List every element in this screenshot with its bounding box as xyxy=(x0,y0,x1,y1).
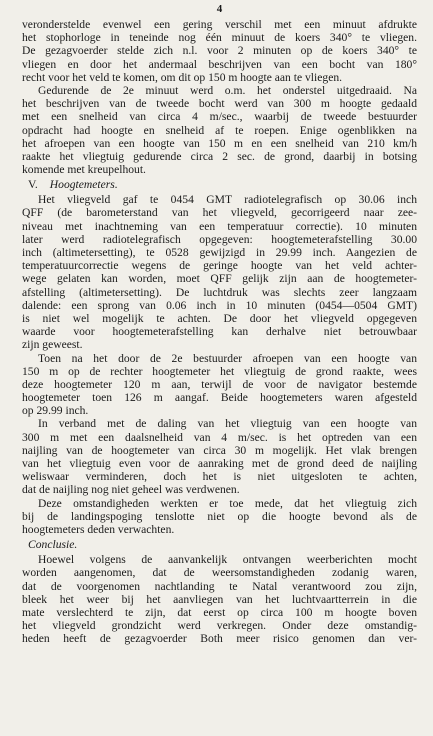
text-line: waarde voor hoogtemeterafstelling kan derhalve niet betrouwbaar xyxy=(22,325,417,339)
text-line: zijn geweest. xyxy=(22,338,83,352)
text-line: Hoewel volgens de aanvankelijk ontvangen weerberichten mocht xyxy=(38,553,417,567)
text-line: dat de naijling nog niet geheel was verdwenen. xyxy=(22,483,240,497)
text-line: weliswaar verminderen, doch het is niet uitgesloten te achten, xyxy=(22,470,417,484)
text-line: dat de voorgenomen nachtlanding te Natal verantwoord zou zijn, xyxy=(22,579,417,593)
text-line: niveau met inachtneming van een temperatuur correctie). 10 minuten xyxy=(22,219,417,233)
text-line: bleek het weer bij het aanvliegen van het luchtvaartterrein in die xyxy=(22,592,417,606)
text-line: hoogtemeter toen 126 m aangaf. Beide hoogtemeters waren afgesteld xyxy=(22,391,417,405)
text-line: het vliegveld grondzicht werd verkregen. Onder deze omstandig- xyxy=(22,619,417,633)
text-line: het stophorloge in teneinde nog één minuut de koers 340° te vliegen. xyxy=(22,31,417,45)
section-number: V. xyxy=(28,178,38,192)
section-title: Conclusie. xyxy=(28,538,78,552)
text-line: De gezagvoerder stelde zich n.l. voor 2 minuten op de koers 340° te xyxy=(22,44,417,58)
body-text xyxy=(22,18,417,645)
text-line: recht voor het veld te komen, om dit op 150 m hoogte aan te vliegen. xyxy=(22,70,343,84)
text-line: worden aangenomen, dat de weersomstandigheden zodanig waren, xyxy=(22,566,417,580)
text-line: het beschrijven van de tweede bocht werd van 300 m hoogte gedaald xyxy=(22,97,417,111)
text-line: 150 m op de rechter hoogtemeter het vliegtuig de grond raakte, wees xyxy=(22,364,417,378)
text-line: deze hoogtemeter 120 m aan, terwijl de voor de navigator bestemde xyxy=(22,377,417,391)
text-line: Het vliegveld gaf te 0454 GMT radiotelegrafisch op 30.06 inch xyxy=(38,193,417,207)
text-line: opdracht had hoogte en snelheid af te roepen. Enige ogenblikken na xyxy=(22,123,417,137)
text-line: naijling van de hoogtemeter van circa 30 m mogelijk. Het vlak brengen xyxy=(22,443,417,457)
text-line: heden heeft de gezagvoerder Both meer risico genomen dan ver- xyxy=(22,632,417,646)
text-line: van het vliegtuig even voor de aanraking met de grond deed de naijling xyxy=(22,457,417,470)
page-number: 4 xyxy=(216,3,223,15)
text-line: raakte het vliegtuig gedurende circa 2 sec. de grond, daarbij in botsing xyxy=(22,149,417,163)
section-heading xyxy=(28,178,417,192)
text-line: afstelling (altimetersetting). De luchtdruk was slechts zeer langzaam xyxy=(22,285,417,299)
text-line: vliegen en door het andermaal beschrijven van een bocht van 180° xyxy=(22,57,417,71)
text-line: later werd radiotelegrafisch opgegeven: hoogtemeterafstelling 30.00 xyxy=(22,232,417,246)
text-line: temperatuurcorrectie wegens de geringe hoogte van het veld achter- xyxy=(22,259,417,273)
section-heading xyxy=(28,538,417,552)
text-line: Toen na het door de 2e bestuurder afroepen van een hoogte van xyxy=(38,351,417,365)
text-line: wege gelaten kan worden, moet QFF gelijk zijn aan de hoogtemeter- xyxy=(22,272,417,286)
text-line: het afroepen van een hoogte van 150 m en een snelheid van 210 km/h xyxy=(22,136,417,150)
text-line: veronderstelde evenwel een gering verschil met een minuut afdrukte xyxy=(22,18,417,31)
text-line: Gedurende de 2e minuut werd o.m. het onderstel uitgedraaid. Na xyxy=(38,83,417,97)
text-line: met een snelheid van circa 4 m/sec., waarbij de tweede bestuurder xyxy=(22,110,417,124)
text-line: hoogtemeters deden verwachten. xyxy=(22,522,175,536)
text-line: In verband met de daling van het vliegtuig van een hoogte van xyxy=(38,417,417,431)
text-line: 300 m met een daalsnelheid van 4 m/sec. is het optreden van een xyxy=(22,430,417,444)
text-line: dalende: een sprong van 0.06 inch in 10 minuten (0454—0504 GMT) xyxy=(22,298,417,312)
text-line: op 29.99 inch. xyxy=(22,404,89,418)
text-line: QFF (de barometerstand van het vliegveld, gecorrigeerd naar zee- xyxy=(22,206,417,220)
text-line: bij de landingspoging tenslotte niet op die hoogte bevond als de xyxy=(22,509,417,523)
text-line: inch (altimetersetting), te 0528 gewijzigd in 29.99 inch. Aangezien de xyxy=(22,246,417,259)
text-line: is niet wel mogelijk te achten. De door het vliegveld opgegeven xyxy=(22,311,417,325)
section-title: Hoogtemeters. xyxy=(49,178,118,192)
text-line: komende met kreupelhout. xyxy=(22,163,146,177)
text-line: Deze omstandigheden werkten er toe mede, dat het vliegtuig zich xyxy=(38,496,417,510)
text-line: mate verslechterd te zijn, dat eerst op circa 100 m hoogte boven xyxy=(22,605,417,619)
